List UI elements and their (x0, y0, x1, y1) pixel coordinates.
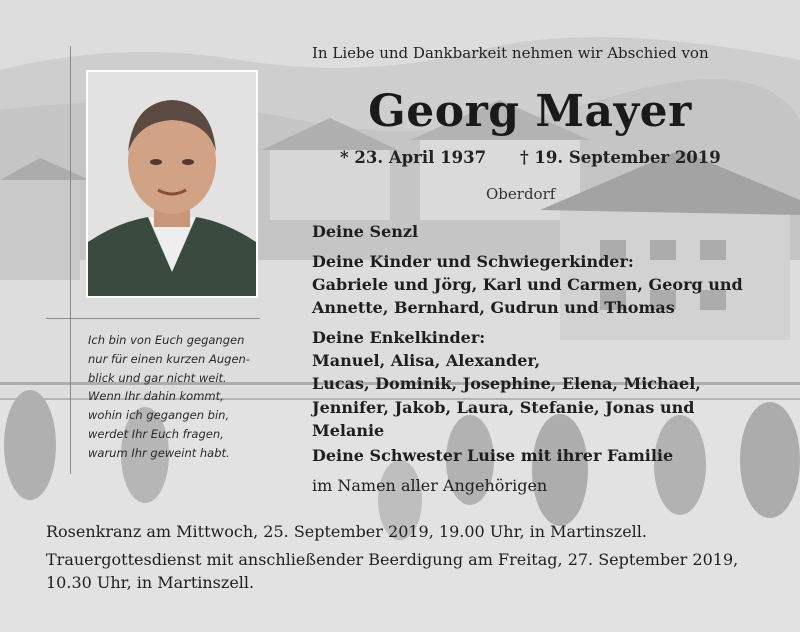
children-heading: Deine Kinder und Schwiegerkinder: (312, 252, 634, 271)
portrait-image (88, 72, 256, 296)
mourner-relatives: im Namen aller Angehörigen (312, 476, 548, 495)
hometown: Oberdorf (486, 185, 556, 203)
funeral-line: 10.30 Uhr, in Martinszell. (46, 573, 255, 592)
portrait-photo (86, 70, 258, 298)
grandchildren-line: Melanie (312, 420, 385, 440)
life-dates (340, 148, 740, 167)
children-line: Annette, Bernhard, Gudrun und Thomas (312, 298, 675, 318)
mourner-sister: Deine Schwester Luise mit ihrer Familie (312, 446, 674, 465)
death-date: † 19. September 2019 (520, 148, 721, 167)
intro-text: In Liebe und Dankbarkeit nehmen wir Abschied von (312, 44, 709, 62)
funeral-line: Trauergottesdienst mit anschließender Beerdigung am Freitag, 27. September 2019, (46, 550, 739, 569)
rosary-announcement: Rosenkranz am Mittwoch, 25. September 2019, 19.00 Uhr, in Martinszell. (46, 522, 647, 541)
horizontal-rule (46, 318, 260, 319)
funeral-announcement (46, 548, 776, 594)
poem-text: Ich bin von Euch gegangen nur für einen kurzen Augen- blick und gar nicht weit. Wenn Ihr dahin kommt, wohin ich gegangen bin, werdet Ihr Euch fragen, warum Ihr geweint habt. (88, 333, 250, 460)
mourner-grandchildren (312, 326, 772, 442)
vertical-rule (70, 46, 71, 474)
children-line: Gabriele und Jörg, Karl und Carmen, Georg und (312, 275, 743, 295)
mourner-spouse: Deine Senzl (312, 222, 419, 241)
mourner-children (312, 250, 772, 320)
birth-date: * 23. April 1937 (340, 148, 487, 167)
grandchildren-line: Lucas, Dominik, Josephine, Elena, Michael, (312, 374, 701, 394)
grandchildren-heading: Deine Enkelkinder: (312, 328, 486, 347)
grandchildren-line: Jennifer, Jakob, Laura, Stefanie, Jonas und (312, 397, 695, 417)
deceased-name: Georg Mayer (368, 86, 692, 137)
grandchildren-line: Manuel, Alisa, Alexander, (312, 351, 541, 371)
